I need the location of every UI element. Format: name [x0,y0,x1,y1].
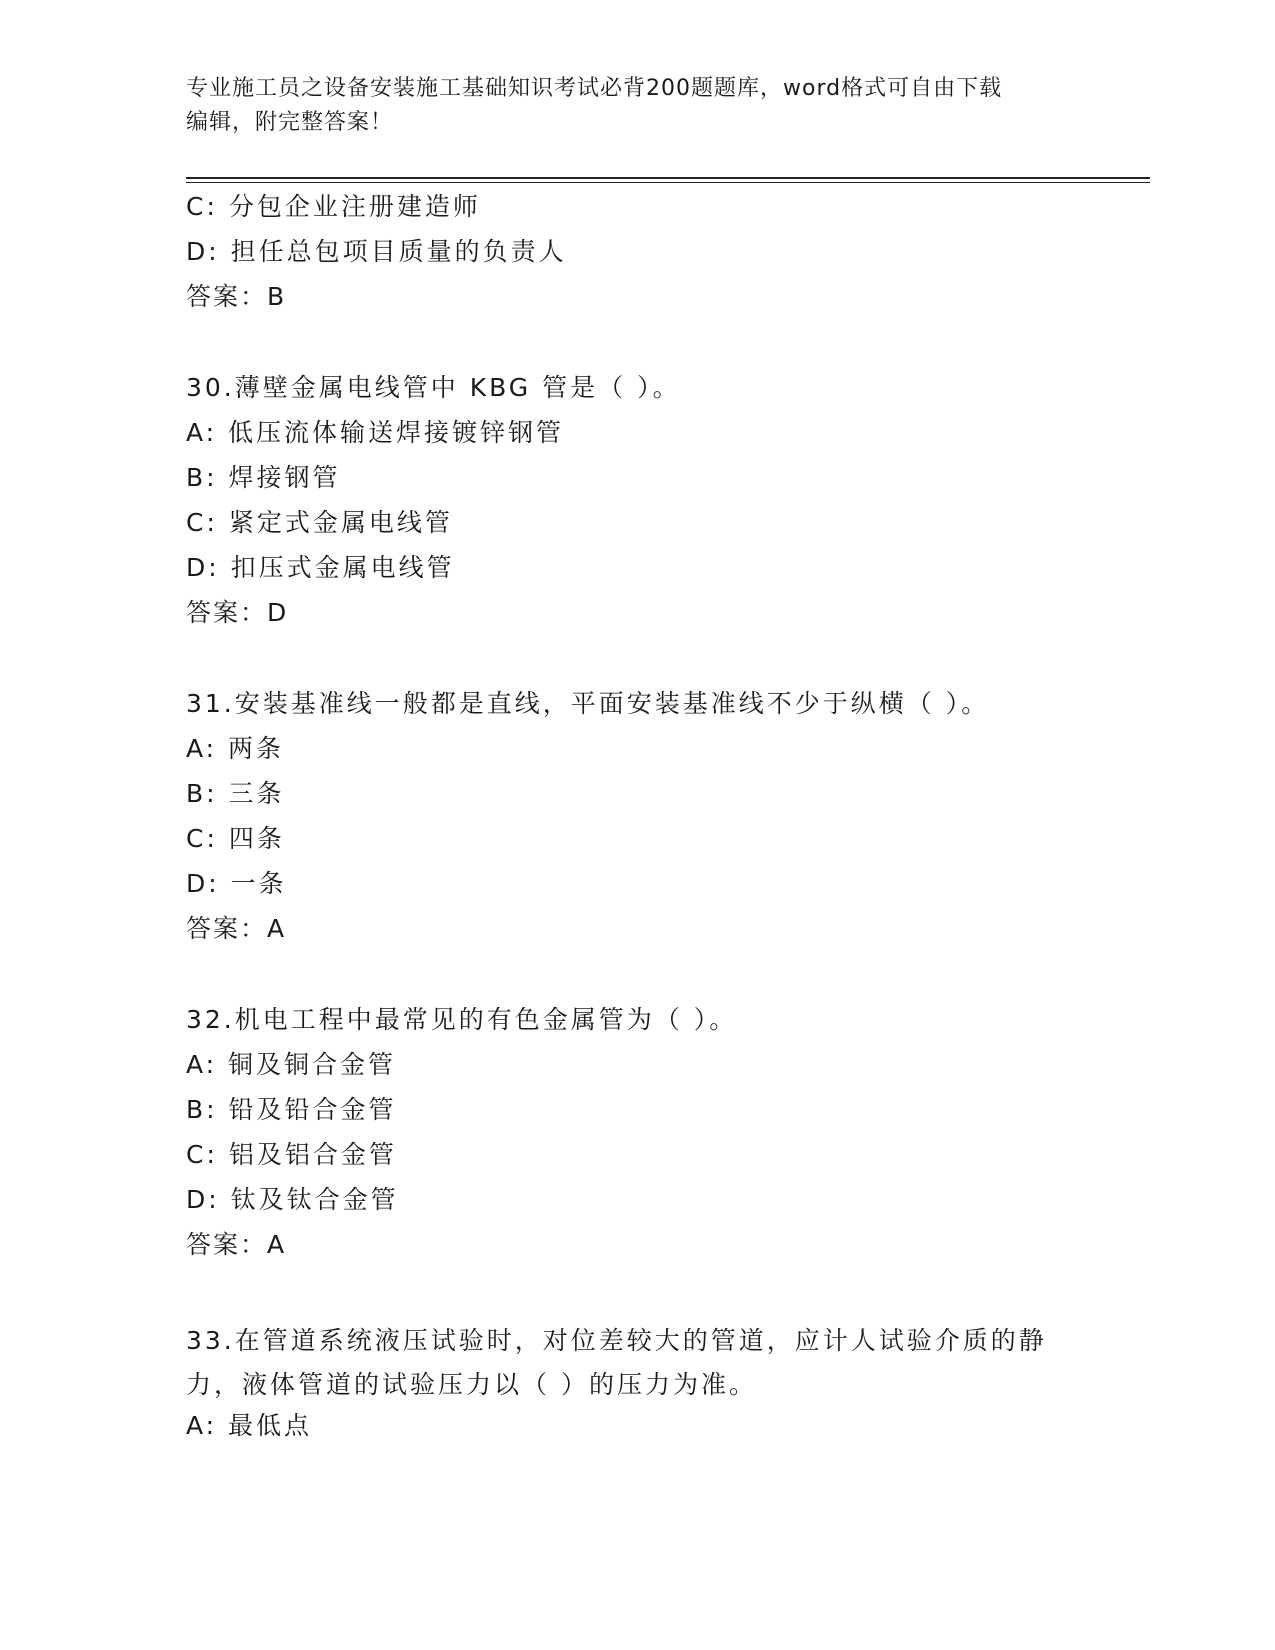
document-header [186,72,1086,140]
question-31-stem: 31.安装基准线一般都是直线，平面安装基准线不少于纵横（ ）。 [186,689,990,718]
question-31-option-d: D: 一条 [186,869,287,898]
question-32-option-c: C: 铝及铝合金管 [186,1140,397,1169]
question-list [186,190,1086,1454]
question-32-option-b: B: 铅及铅合金管 [186,1095,397,1124]
header-title-line-2: 编辑，附完整答案！ [186,110,394,135]
question-30-answer: 答案：D [186,598,289,627]
question-31-option-a: A: 两条 [186,734,285,763]
header-divider [186,177,1150,183]
question-30 [186,371,1086,630]
question-spacer [186,641,1086,687]
question-31-option-c: C: 四条 [186,824,285,853]
question-30-option-d: D: 扣压式金属电线管 [186,553,455,582]
question-31-option-b: B: 三条 [186,779,285,808]
question-33-stem: 33.在管道系统液压试验时，对位差较大的管道，应计人试验介质的静力，液体管道的试验压力以（ ）的压力为准。 [186,1326,1047,1399]
question-spacer [186,325,1086,371]
header-title-line-1: 专业施工员之设备安装施工基础知识考试必背200题题库，word格式可自由下载 [186,76,1003,101]
question-31-answer: 答案：A [186,914,287,943]
question-32-option-d: D: 钛及钛合金管 [186,1185,399,1214]
question-33 [186,1319,1086,1443]
question-29-answer: 答案：B [186,282,287,311]
question-32-stem: 32.机电工程中最常见的有色金属管为（ ）。 [186,1005,738,1034]
question-30-option-b: B: 焊接钢管 [186,463,341,492]
question-30-stem: 30.薄壁金属电线管中 KBG 管是（ ）。 [186,373,681,402]
question-30-option-c: C: 紧定式金属电线管 [186,508,453,537]
question-32-option-a: A: 铜及铜合金管 [186,1050,397,1079]
question-33-option-a: A: 最低点 [186,1411,313,1440]
question-29-option-d: D: 担任总包项目质量的负责人 [186,237,567,266]
question-31 [186,687,1086,946]
question-spacer [186,957,1086,1003]
question-32-answer: 答案：A [186,1230,287,1259]
question-29 [186,190,1086,314]
question-30-option-a: A: 低压流体输送焊接镀锌钢管 [186,418,565,447]
question-32 [186,1003,1086,1262]
question-29-option-c: C: 分包企业注册建造师 [186,192,481,221]
question-spacer [186,1273,1086,1319]
